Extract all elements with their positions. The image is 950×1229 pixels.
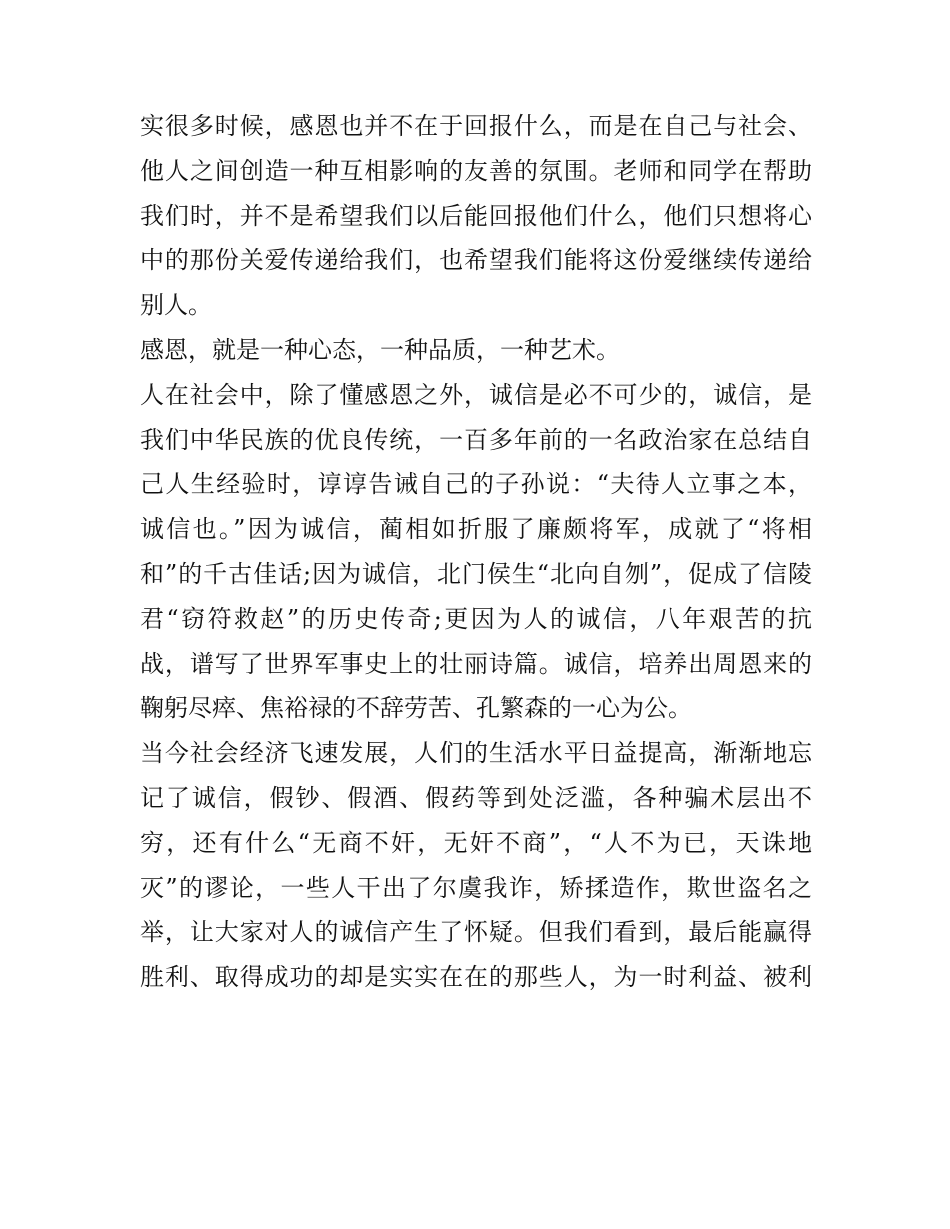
text-line: 灭”的谬论，一些人干出了尔虞我诈，矫揉造作，欺世盗名之 <box>140 873 812 902</box>
text-line: 实很多时候，感恩也并不在于回报什么，而是在自己与社会、 <box>140 112 812 140</box>
text-line: 君“窃符救赵”的历史传奇;更因为人的诚信，八年艰苦的抗 <box>140 604 812 633</box>
text-line: 中的那份关爱传递给我们，也希望我们能将这份爱继续传递给 <box>140 246 812 275</box>
text-line: 和”的千古佳话;因为诚信，北门侯生“北向自刎”，促成了信陵 <box>140 559 812 588</box>
text-line: 我们中华民族的优良传统，一百多年前的一名政治家在总结自 <box>140 425 812 454</box>
text-line: 感恩，就是一种心态，一种品质，一种艺术。 <box>140 335 620 364</box>
text-line: 穷，还有什么“无商不奸，无奸不商”，“人不为已，天诛地 <box>140 828 812 857</box>
text-line: 别人。 <box>140 291 212 320</box>
body-text <box>140 104 812 1000</box>
text-line: 他人之间创造一种互相影响的友善的氛围。老师和同学在帮助 <box>140 156 812 185</box>
text-line: 人在社会中，除了懂感恩之外，诚信是必不可少的，诚信，是 <box>140 380 812 409</box>
text-line: 诚信也。”因为诚信，蔺相如折服了廉颇将军，成就了“将相 <box>140 515 812 544</box>
text-line: 己人生经验时，谆谆告诫自己的子孙说：“夫待人立事之本， <box>140 470 812 499</box>
text-line: 战，谱写了世界军事史上的壮丽诗篇。诚信，培养出周恩来的 <box>140 649 812 678</box>
text-line: 鞠躬尽瘁、焦裕禄的不辞劳苦、孔繁森的一心为公。 <box>140 694 692 723</box>
text-line: 胜利、取得成功的却是实实在在的那些人，为一时利益、被利 <box>140 963 812 992</box>
text-line: 记了诚信，假钞、假酒、假药等到处泛滥，各种骗术层出不 <box>140 783 812 812</box>
text-line: 当今社会经济飞速发展，人们的生活水平日益提高，渐渐地忘 <box>140 739 812 768</box>
text-line: 举，让大家对人的诚信产生了怀疑。但我们看到，最后能赢得 <box>140 918 812 947</box>
text-line: 我们时，并不是希望我们以后能回报他们什么，他们只想将心 <box>140 201 812 230</box>
